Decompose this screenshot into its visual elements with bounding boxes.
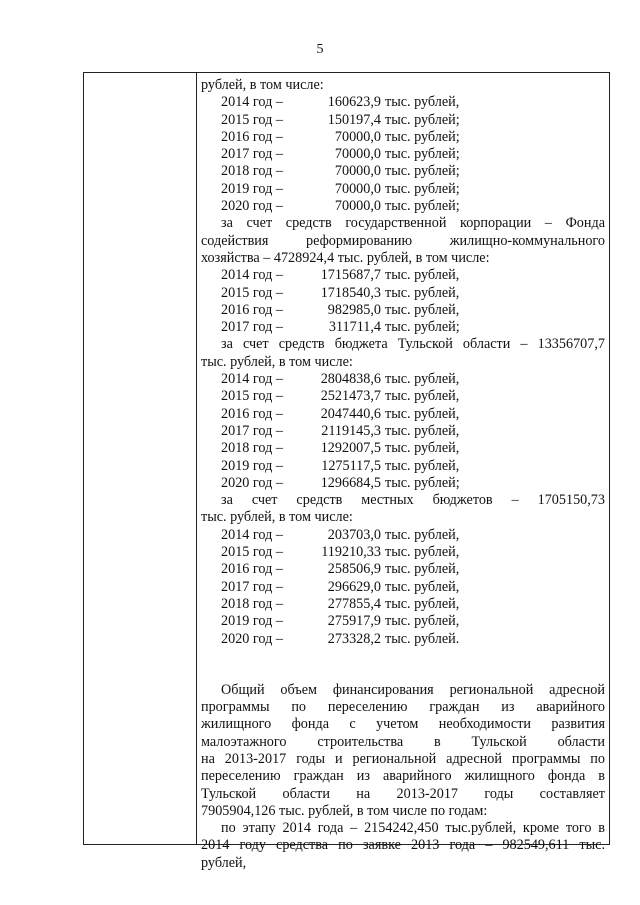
year-amount: 203703,0 xyxy=(327,526,381,543)
funding-text-cell xyxy=(201,77,605,872)
year-amount: 2521473,7 xyxy=(320,388,381,405)
fund-line: хозяйства – 4728924,4 тыс. рублей, в том числе: xyxy=(201,249,490,266)
paragraph-gap xyxy=(201,665,605,682)
year-unit: тыс. рублей, xyxy=(385,561,460,578)
year-amount: 273328,2 xyxy=(327,630,381,647)
local-paragraph xyxy=(201,492,605,527)
year-row xyxy=(201,596,605,613)
total-line: малоэтажного строительства в Тульской области xyxy=(201,733,605,750)
year-label: 2019 год – xyxy=(221,180,283,197)
total-paragraph xyxy=(201,682,605,820)
region-line: тыс. рублей, в том числе: xyxy=(201,353,353,370)
local-years-list xyxy=(201,527,605,648)
year-amount: 70000,0 xyxy=(334,128,381,145)
year-label: 2018 год – xyxy=(221,440,283,457)
year-label: 2015 год – xyxy=(221,111,283,128)
year-amount: 2047440,6 xyxy=(320,405,381,422)
year-unit: тыс. рублей, xyxy=(385,388,460,405)
year-label: 2020 год – xyxy=(221,630,283,647)
year-row xyxy=(201,544,605,561)
year-amount: 982985,0 xyxy=(327,301,381,318)
federal-years-list xyxy=(201,94,605,215)
stage-line: 2014 году средства по заявке 2013 года – 982549,611 тыс. xyxy=(201,837,605,854)
year-amount: 119210,33 xyxy=(321,544,381,561)
year-row xyxy=(201,631,605,648)
year-label: 2017 год – xyxy=(221,319,283,336)
year-row xyxy=(201,129,605,146)
year-amount: 160623,9 xyxy=(327,94,381,111)
year-unit: тыс. рублей; xyxy=(385,474,460,491)
year-row xyxy=(201,423,605,440)
year-amount: 2119145,3 xyxy=(321,422,381,439)
year-unit: тыс. рублей, xyxy=(385,405,460,422)
year-label: 2015 год – xyxy=(221,284,283,301)
year-row xyxy=(201,319,605,336)
year-row xyxy=(201,475,605,492)
year-unit: тыс. рублей, xyxy=(385,284,460,301)
year-amount: 1715687,7 xyxy=(320,267,381,284)
year-amount: 275917,9 xyxy=(327,613,381,630)
year-label: 2016 год – xyxy=(221,301,283,318)
fund-years-list xyxy=(201,267,605,336)
year-amount: 277855,4 xyxy=(327,595,381,612)
total-line: программы по переселению граждан из аварийного xyxy=(201,699,605,716)
year-amount: 296629,0 xyxy=(327,578,381,595)
year-label: 2016 год – xyxy=(221,405,283,422)
page-number: 5 xyxy=(316,42,324,57)
stage-line: рублей, xyxy=(201,854,247,871)
year-unit: тыс. рублей, xyxy=(385,301,460,318)
year-label: 2020 год – xyxy=(221,474,283,491)
year-row xyxy=(201,388,605,405)
year-unit: тыс. рублей; xyxy=(385,128,460,145)
year-unit: тыс. рублей. xyxy=(385,630,460,647)
year-row xyxy=(201,458,605,475)
year-unit: тыс. рублей, xyxy=(385,613,460,630)
year-unit: тыс. рублей; xyxy=(385,163,460,180)
year-row xyxy=(201,112,605,129)
year-row xyxy=(201,285,605,302)
year-label: 2017 год – xyxy=(221,422,283,439)
year-amount: 150197,4 xyxy=(327,111,381,128)
year-amount: 2804838,6 xyxy=(320,371,381,388)
local-line: за счет средств местных бюджетов – 1705150,73 xyxy=(221,492,605,509)
total-line: Общий объем финансирования региональной адресной xyxy=(221,681,605,698)
year-row xyxy=(201,198,605,215)
year-label: 2018 год – xyxy=(221,595,283,612)
region-line: за счет средств бюджета Тульской области – 13356707,7 xyxy=(221,336,605,353)
year-label: 2014 год – xyxy=(221,267,283,284)
year-amount: 1718540,3 xyxy=(320,284,381,301)
year-unit: тыс. рублей, xyxy=(385,422,460,439)
year-row xyxy=(201,561,605,578)
fund-line: за счет средств государственной корпорации – Фонда xyxy=(221,215,605,232)
year-row xyxy=(201,163,605,180)
year-unit: тыс. рублей, xyxy=(385,595,460,612)
year-label: 2020 год – xyxy=(221,198,283,215)
year-label: 2015 год – xyxy=(221,388,283,405)
year-row xyxy=(201,406,605,423)
year-label: 2019 год – xyxy=(221,457,283,474)
year-label: 2017 год – xyxy=(221,146,283,163)
local-line: тыс. рублей, в том числе: xyxy=(201,509,353,526)
year-amount: 70000,0 xyxy=(334,198,381,215)
year-unit: тыс. рублей, xyxy=(385,267,460,284)
year-unit: тыс. рублей, xyxy=(385,457,460,474)
year-unit: тыс. рублей, xyxy=(385,94,460,111)
year-label: 2014 год – xyxy=(221,526,283,543)
year-row xyxy=(201,267,605,284)
year-amount: 1275117,5 xyxy=(321,457,381,474)
year-label: 2016 год – xyxy=(221,561,283,578)
year-row xyxy=(201,302,605,319)
year-row xyxy=(201,146,605,163)
year-label: 2015 год – xyxy=(221,544,283,561)
fund-paragraph xyxy=(201,215,605,267)
total-line: переселению граждан из аварийного жилищного фонда в xyxy=(201,768,605,785)
year-label: 2014 год – xyxy=(221,94,283,111)
year-unit: тыс. рублей; xyxy=(385,111,460,128)
year-amount: 311711,4 xyxy=(328,319,381,336)
year-label: 2014 год – xyxy=(221,371,283,388)
stage-line: по этапу 2014 года – 2154242,450 тыс.рублей, кроме того в xyxy=(221,820,605,837)
year-row xyxy=(201,440,605,457)
year-amount: 1296684,5 xyxy=(320,474,381,491)
stage-paragraph xyxy=(201,820,605,872)
year-amount: 70000,0 xyxy=(334,146,381,163)
year-unit: тыс. рублей; xyxy=(385,319,460,336)
year-row xyxy=(201,613,605,630)
column-divider xyxy=(196,73,197,844)
year-unit: тыс. рублей, xyxy=(385,544,460,561)
year-label: 2018 год – xyxy=(221,163,283,180)
total-line: на 2013-2017 годы и региональной адресной программы по xyxy=(201,750,605,767)
year-unit: тыс. рублей, xyxy=(385,371,460,388)
year-label: 2019 год – xyxy=(221,613,283,630)
year-amount: 1292007,5 xyxy=(320,440,381,457)
paragraph-gap xyxy=(201,648,605,665)
year-row xyxy=(201,579,605,596)
year-unit: тыс. рублей, xyxy=(385,440,460,457)
year-unit: тыс. рублей; xyxy=(385,180,460,197)
region-years-list xyxy=(201,371,605,492)
year-row xyxy=(201,371,605,388)
total-line: 7905904,126 тыс. рублей, в том числе по годам: xyxy=(201,802,488,819)
total-line: Тульской области на 2013-2017 годы составляет xyxy=(201,785,605,802)
year-label: 2017 год – xyxy=(221,578,283,595)
year-unit: тыс. рублей; xyxy=(385,198,460,215)
year-amount: 70000,0 xyxy=(334,180,381,197)
total-line: жилищного фонда с учетом необходимости развития xyxy=(201,716,605,733)
fund-line: содействия реформированию жилищно-коммунального xyxy=(201,232,605,249)
year-unit: тыс. рублей; xyxy=(385,146,460,163)
year-unit: тыс. рублей, xyxy=(385,526,460,543)
year-row xyxy=(201,527,605,544)
region-paragraph xyxy=(201,336,605,371)
year-amount: 70000,0 xyxy=(334,163,381,180)
year-unit: тыс. рублей, xyxy=(385,578,460,595)
year-row xyxy=(201,94,605,111)
year-row xyxy=(201,181,605,198)
intro-line: рублей, в том числе: xyxy=(201,77,324,93)
document-table xyxy=(83,72,610,871)
year-label: 2016 год – xyxy=(221,128,283,145)
year-amount: 258506,9 xyxy=(327,561,381,578)
